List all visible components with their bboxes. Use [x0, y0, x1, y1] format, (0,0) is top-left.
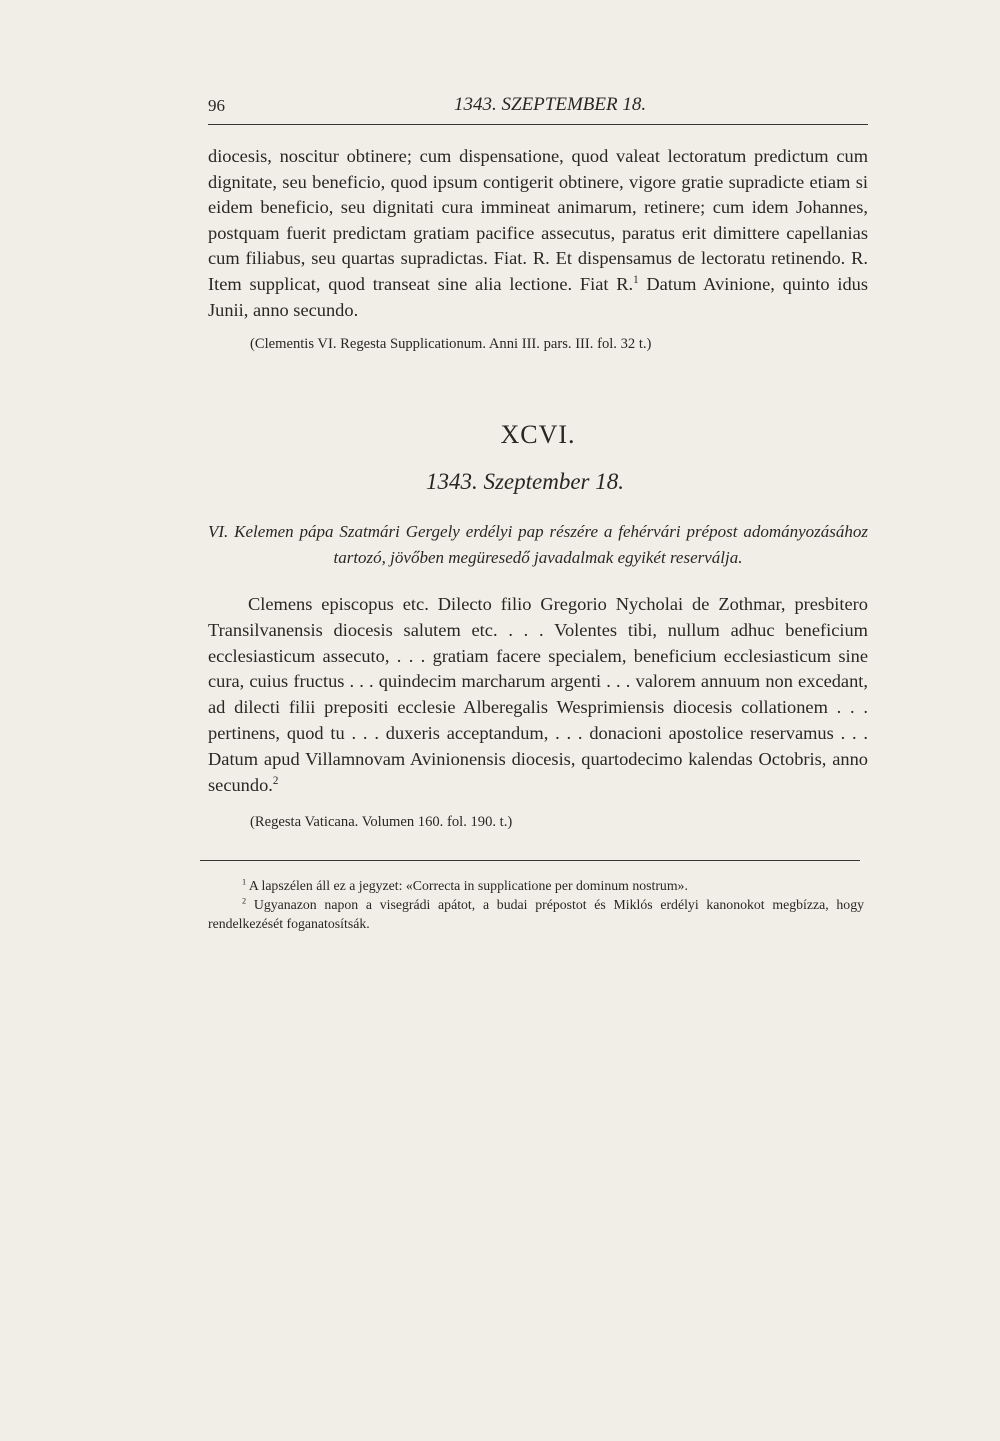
footnote-ref-2: 2 — [272, 774, 279, 787]
source-citation-1: (Clementis VI. Regesta Supplicationum. Anni III. pars. III. fol. 32 t.) — [250, 336, 652, 352]
page-number: 96 — [208, 96, 225, 115]
document-date: 1343. Szeptember 18. — [425, 469, 625, 494]
footnotes — [208, 876, 864, 933]
footnote-divider — [200, 860, 860, 861]
footnote-mark: 2 — [242, 896, 247, 906]
running-title: 1343. SZEPTEMBER 18. — [454, 94, 647, 115]
document-summary: VI. Kelemen pápa Szatmári Gergely erdélyi pap részére a fehérvári prépost adományozásához tartozó, jövőben megüresedő javadalmak egyikét reserválja. — [208, 522, 868, 567]
footnote-text: Ugyanazon napon a visegrádi apátot, a budai prépostot és Miklós erdélyi kanonokot megbízza, hogy rendelkezését foganatosítsák. — [208, 897, 864, 931]
footnote-ref-1: 1 — [633, 273, 639, 286]
paragraph-previous-document — [208, 144, 868, 323]
paragraph-text-end: Datum Avinione, quinto idus Junii, anno secundo. — [208, 273, 868, 320]
footnote-1 — [208, 876, 864, 895]
source-citation-2: (Regesta Vaticana. Volumen 160. fol. 190. t.) — [250, 814, 513, 830]
page-header — [208, 96, 868, 125]
document-number: XCVI. — [500, 420, 576, 449]
footnote-mark: 1 — [242, 877, 247, 887]
paragraph-text: Clemens episcopus etc. Dilecto filio Gregorio Nycholai de Zothmar, presbitero Transilvanensis diocesis salutem etc. . . . Volentes tibi, nullum adhuc beneficium ecclesiasticum assecuto, . . . gratiam facere specialem, beneficium ecclesiasticum sine cura, cuius fructus . . . quindecim marcharum argenti . . . valorem annuum non excedant, ad dilecti filii prepositi ecclesie Alberegalis Wesprimiensis diocesis collationem . . . pertinens, quod tu . . . duxeris acceptandum, . . . donacioni apostolice reservamus . . . Datum apud Villamnovam Avinionensis diocesis, quartodecimo kalendas Octobris, anno secundo. — [208, 594, 868, 795]
footnote-text: A lapszélen áll ez a jegyzet: «Correcta in supplicatione per dominum nostrum». — [246, 878, 688, 893]
paragraph-text: diocesis, noscitur obtinere; cum dispensatione, quod valeat lectoratum predictum cum dignitate, seu beneficio, quod ipsum contigerit obtinere, vigore gratie supradicte etiam si eidem beneficio, seu dignitati cura immineat animarum, retinere; cum idem Johannes, postquam fuerit predictam gratiam pacifice assecutus, paratus erit dimittere capellanias cum filiabus, seu quartas supradictas. Fiat. R. Et dispensamus de lectoratu retinendo. R. Item supplicat, quod transeat sine alia lectione. Fiat R. — [208, 146, 868, 294]
paragraph-document-text — [208, 592, 868, 798]
footnote-2 — [208, 895, 864, 933]
